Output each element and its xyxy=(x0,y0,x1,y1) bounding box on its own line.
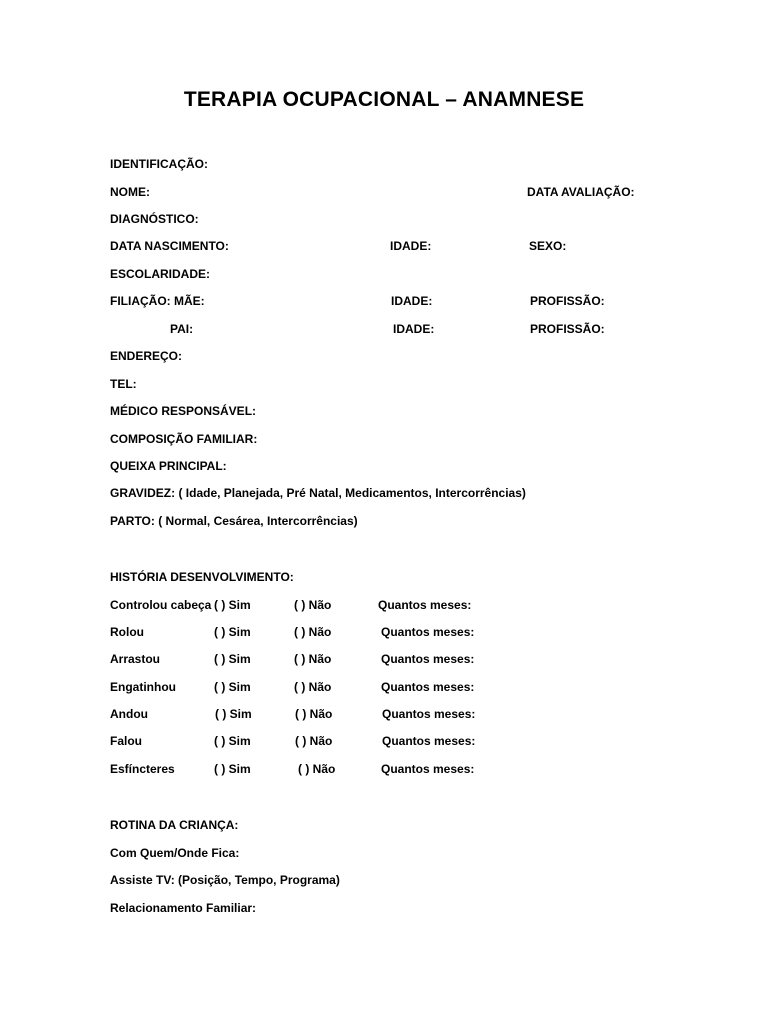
months-field: Quantos meses: xyxy=(382,707,476,721)
field-queixa-principal: QUEIXA PRINCIPAL: xyxy=(110,459,227,473)
field-pai-idade: IDADE: xyxy=(393,322,435,336)
field-escolaridade: ESCOLARIDADE: xyxy=(110,267,211,281)
field-filiacao-mae: FILIAÇÃO: MÃE: xyxy=(110,294,205,308)
option-sim: ( ) Sim xyxy=(214,598,251,612)
field-pai-profissao: PROFISSÃO: xyxy=(530,322,605,336)
option-sim: ( ) Sim xyxy=(214,734,251,748)
field-parto: PARTO: ( Normal, Cesárea, Intercorrências) xyxy=(110,514,358,528)
option-sim: ( ) Sim xyxy=(214,652,251,666)
field-relacionamento-familiar: Relacionamento Familiar: xyxy=(110,901,257,915)
milestone-label: Engatinhou xyxy=(110,680,176,694)
option-sim: ( ) Sim xyxy=(215,707,252,721)
milestone-label: Rolou xyxy=(110,625,144,639)
section-heading-rotina: ROTINA DA CRIANÇA: xyxy=(110,818,239,832)
milestone-label: Andou xyxy=(110,707,148,721)
field-medico-responsavel: MÉDICO RESPONSÁVEL: xyxy=(110,404,257,418)
field-gravidez: GRAVIDEZ: ( Idade, Planejada, Pré Natal, Medicamentos, Intercorrências) xyxy=(110,486,526,500)
field-pai: PAI: xyxy=(170,322,194,336)
months-field: Quantos meses: xyxy=(378,598,472,612)
option-nao: ( ) Não xyxy=(298,762,336,776)
months-field: Quantos meses: xyxy=(382,734,476,748)
field-mae-idade: IDADE: xyxy=(391,294,433,308)
field-assiste-tv: Assiste TV: (Posição, Tempo, Programa) xyxy=(110,873,340,887)
field-diagnostico: DIAGNÓSTICO: xyxy=(110,212,199,226)
months-field: Quantos meses: xyxy=(381,680,475,694)
option-nao: ( ) Não xyxy=(295,707,333,721)
option-nao: ( ) Não xyxy=(294,652,332,666)
milestone-label: Controlou cabeça xyxy=(110,598,212,612)
field-sexo: SEXO: xyxy=(529,239,567,253)
field-composicao-familiar: COMPOSIÇÃO FAMILIAR: xyxy=(110,432,258,446)
field-data-avaliacao: DATA AVALIAÇÃO: xyxy=(527,185,635,199)
option-nao: ( ) Não xyxy=(295,734,333,748)
option-nao: ( ) Não xyxy=(294,598,332,612)
milestone-label: Arrastou xyxy=(110,652,161,666)
option-sim: ( ) Sim xyxy=(214,680,251,694)
option-nao: ( ) Não xyxy=(294,625,332,639)
months-field: Quantos meses: xyxy=(381,652,475,666)
months-field: Quantos meses: xyxy=(381,625,475,639)
section-heading-identificacao: IDENTIFICAÇÃO: xyxy=(110,157,208,171)
months-field: Quantos meses: xyxy=(381,762,475,776)
field-mae-profissao: PROFISSÃO: xyxy=(530,294,605,308)
option-sim: ( ) Sim xyxy=(214,762,251,776)
field-tel: TEL: xyxy=(110,377,137,391)
option-nao: ( ) Não xyxy=(294,680,332,694)
page-title: TERAPIA OCUPACIONAL – ANAMNESE xyxy=(183,88,585,111)
milestone-label: Falou xyxy=(110,734,142,748)
field-data-nascimento: DATA NASCIMENTO: xyxy=(110,239,229,253)
field-endereco: ENDEREÇO: xyxy=(110,349,183,363)
field-nome: NOME: xyxy=(110,185,150,199)
section-heading-historia: HISTÓRIA DESENVOLVIMENTO: xyxy=(110,570,294,584)
field-idade: IDADE: xyxy=(390,239,432,253)
option-sim: ( ) Sim xyxy=(214,625,251,639)
field-com-quem: Com Quem/Onde Fica: xyxy=(110,846,240,860)
milestone-label: Esfíncteres xyxy=(110,762,175,776)
